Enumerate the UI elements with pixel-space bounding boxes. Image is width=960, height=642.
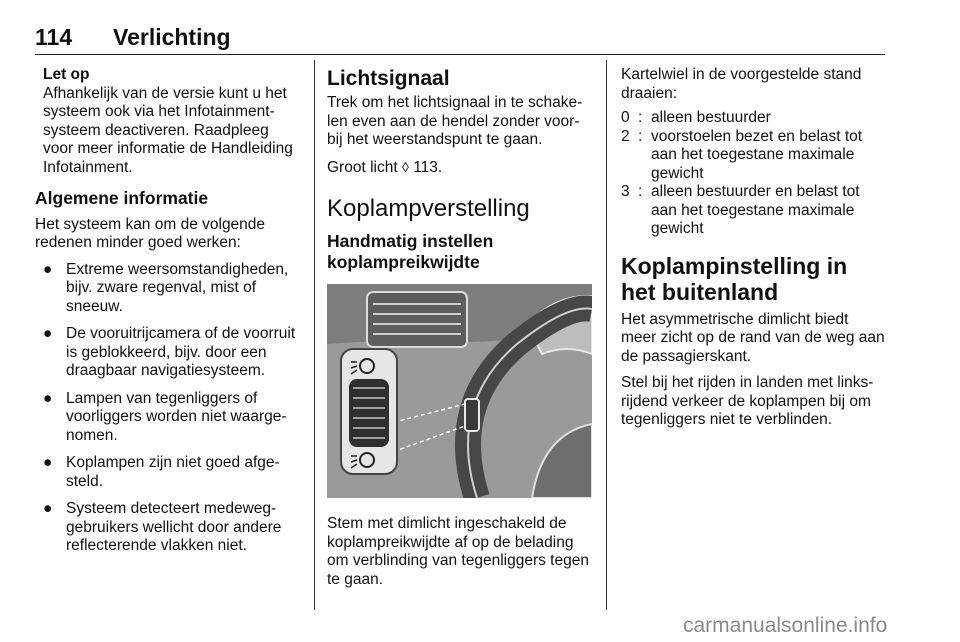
bullet-icon: ●: [43, 325, 53, 342]
watermark: carmanualsonline.info: [683, 614, 888, 637]
crossref: [327, 158, 592, 178]
illustration-caption: Stem met dimlicht ingeschakeld de koplampreikwijdte af op de belading om verblinding van tegenliggers tegen te gaan.: [327, 515, 589, 588]
list-item-text: Systeem detecteert medeweg-gebruikers wellicht door andere reflecterende vlakken niet.: [66, 500, 282, 554]
list-item: [621, 109, 887, 128]
chapter-title-headlamp-range: Koplampverstelling: [327, 195, 530, 222]
list-item-text: Lampen van tegenliggers of voorliggers worden niet waarge-nomen.: [66, 389, 287, 444]
abroad-text-2: Stel bij het rijden in landen met links-rijdend verkeer de koplampen bij om tegenliggers niet te verblinden.: [621, 374, 874, 428]
section-title-abroad: Koplampinstelling in het buitenland: [621, 252, 848, 305]
steps-intro: Kartelwiel in de voorgestelde stand draaien:: [621, 66, 862, 102]
flash-text: Trek om het lichtsignaal in te schake-len even aan de hendel zonder voor-bij het weerstandspunt te gaan.: [327, 94, 583, 148]
crossref-page: 113.: [413, 158, 443, 176]
list-item: [621, 183, 887, 239]
page-header: [35, 24, 885, 55]
abroad-text-1: Het asymmetrische dimlicht biedt meer zicht op de rand van de weg aan de passagierskant.: [621, 310, 885, 365]
list-item-text: Koplampen zijn niet goed afge-steld.: [66, 454, 280, 490]
column-middle: [327, 66, 592, 597]
section-title-flash: Lichtsignaal: [327, 67, 450, 90]
note-title: Let op: [43, 66, 90, 83]
chapter-title: Verlichting: [113, 24, 231, 50]
list-item: [35, 390, 300, 446]
position-number: 0: [621, 109, 630, 126]
list-item-text: Extreme weersomstandigheden, bijv. zware regenval, mist of sneeuw.: [66, 260, 289, 315]
bullet-icon: ●: [43, 389, 53, 407]
position-text: alleen bestuurder: [651, 109, 771, 126]
position-text: alleen bestuurder en belast tot aan het toegestane maximale gewicht: [651, 183, 860, 237]
thumbwheel-icon: [349, 379, 389, 447]
note-box: [35, 66, 300, 177]
bullet-list: [35, 261, 300, 556]
list-item: [35, 261, 300, 317]
subsection-title-manual: Handmatig instellen koplampreikwijdte: [327, 231, 494, 272]
list-item: [621, 128, 887, 184]
position-separator: :: [638, 127, 643, 145]
small-switch-icon: [465, 399, 479, 431]
page-number: 114: [35, 24, 73, 50]
column-right: [621, 66, 887, 438]
column-divider: [314, 60, 315, 610]
position-number: 2: [621, 127, 630, 145]
bullet-icon: ●: [43, 260, 53, 278]
section-title-general-info: Algemene informatie: [35, 188, 209, 208]
position-list: [621, 109, 887, 239]
column-left: [35, 66, 300, 565]
position-number: 3: [621, 183, 630, 200]
list-item-text: De vooruitrijcamera of de voorruit is geblokkeerd, bijv. door een draagbaar navigatiesysteem.: [66, 325, 296, 379]
list-item: [35, 454, 300, 491]
position-separator: :: [638, 183, 643, 200]
intro-text: Het systeem kan om de volgende redenen minder goed werken:: [35, 215, 266, 251]
bullet-icon: ●: [43, 500, 53, 517]
position-separator: :: [638, 109, 643, 126]
column-divider: [606, 60, 607, 610]
list-item: [35, 500, 300, 556]
position-text: voorstoelen bezet en belast tot aan het toegestane maximale gewicht: [651, 127, 863, 182]
crossref-arrow-icon: ◊: [401, 158, 409, 175]
note-text: Afhankelijk van de versie kunt u het systeem ook via het Infotainment-systeem deactiveren. Raadpleeg voor meer informatie de Handleiding Infotainment.: [43, 84, 293, 176]
air-vent-icon: [367, 292, 467, 347]
crossref-text: Groot licht: [327, 158, 398, 176]
bullet-icon: ●: [43, 454, 53, 471]
list-item: [35, 325, 300, 381]
headlamp-range-control-illustration: [327, 284, 592, 498]
